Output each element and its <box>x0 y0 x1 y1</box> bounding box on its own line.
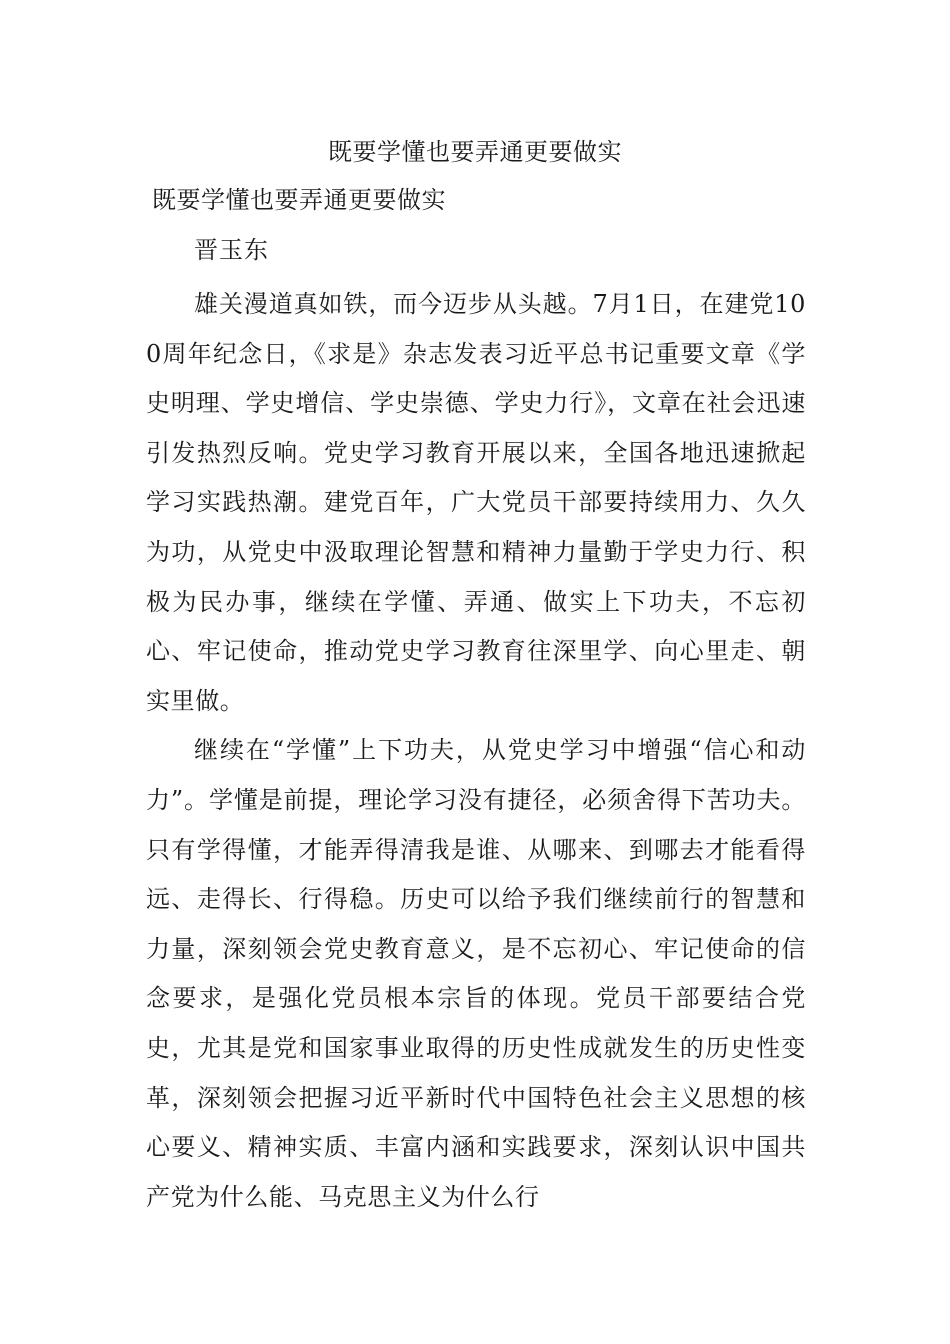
document-title: 既要学懂也要弄通更要做实 <box>328 138 622 166</box>
paragraph-2: 继续在“学懂”上下功夫，从党史学习中增强“信心和动力”。学懂是前提，理论学习没有捷径，必须舍得下苦功夫。只有学得懂，才能弄得清我是谁、从哪来、到哪去才能看得远、走得长、行得稳。历史可以给予我们继续前行的智慧和力量，深刻领会党史教育意义，是不忘初心、牢记使命的信念要求，是强化党员根本宗旨的体现。党员干部要结合党史，尤其是党和国家事业取得的历史性成就发生的历史性变革，深刻领会把握习近平新时代中国特色社会主义思想的核心要义、精神实质、丰富内涵和实践要求，深刻认识中国共产党为什么能、马克思主义为什么行 <box>146 736 806 1211</box>
paragraph-1: 雄关漫道真如铁，而今迈步从头越。7月1日，在建党100周年纪念日，《求是》杂志发表习近平总书记重要文章《学史明理、学史增信、学史崇德、学史力行》，文章在社会迅速引发热烈反响。党史学习教育开展以来，全国各地迅速掀起学习实践热潮。建党百年，广大党员干部要持续用力、久久为功，从党史中汲取理论智慧和精神力量勤于学史力行、积极为民办事，继续在学懂、弄通、做实上下功夫，不忘初心、牢记使命，推动党史学习教育往深里学、向心里走、朝实里做。 <box>146 290 806 715</box>
document-body <box>146 280 806 1222</box>
author-name: 晋玉东 <box>194 236 269 264</box>
document-subtitle: 既要学懂也要弄通更要做实 <box>152 186 446 214</box>
